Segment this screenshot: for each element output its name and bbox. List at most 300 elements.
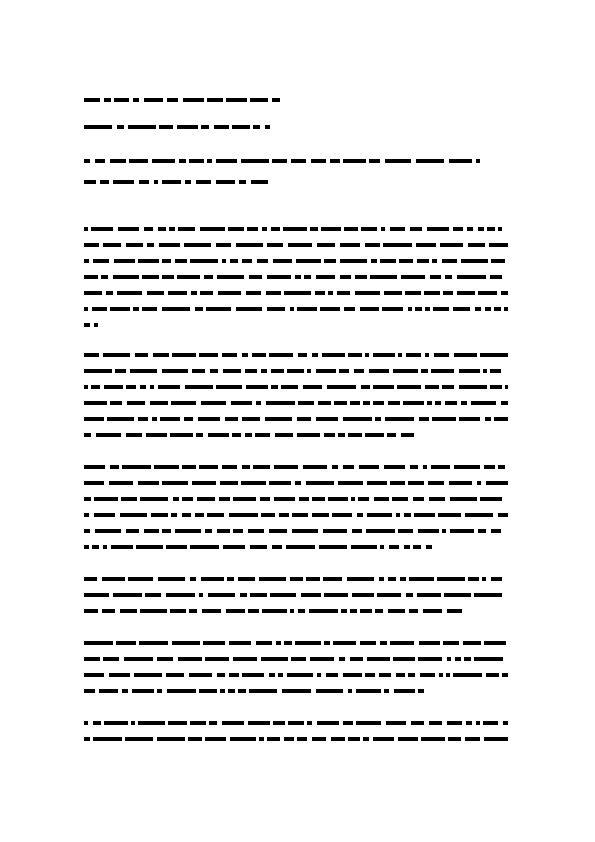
word-mark — [157, 737, 185, 741]
word-mark — [157, 657, 173, 661]
word-mark — [461, 401, 467, 405]
word-mark — [126, 433, 142, 437]
word-mark — [290, 577, 303, 581]
word-mark — [339, 369, 349, 373]
word-mark — [195, 513, 204, 517]
word-mark — [162, 180, 181, 184]
word-mark — [356, 721, 381, 725]
word-mark — [490, 369, 501, 373]
word-mark — [348, 433, 362, 437]
word-mark — [343, 673, 362, 677]
word-mark — [267, 737, 280, 741]
paragraph-5-line — [84, 689, 424, 693]
word-mark — [312, 353, 318, 357]
word-mark — [384, 689, 389, 693]
word-mark — [121, 497, 137, 501]
word-mark — [84, 353, 99, 357]
word-mark — [477, 481, 481, 485]
word-mark — [144, 98, 163, 102]
word-mark — [233, 497, 256, 501]
word-mark — [298, 609, 305, 613]
word-mark — [136, 545, 163, 549]
word-mark — [351, 545, 377, 549]
word-mark — [192, 481, 216, 485]
word-mark — [103, 243, 121, 247]
word-mark — [257, 259, 268, 263]
word-mark — [84, 433, 91, 437]
word-mark — [315, 291, 325, 295]
word-mark — [351, 497, 355, 501]
word-mark — [453, 673, 482, 677]
word-mark — [484, 465, 495, 469]
word-mark — [466, 721, 472, 725]
word-mark — [408, 673, 415, 677]
word-mark — [334, 401, 347, 405]
paragraph-1-line — [84, 307, 508, 311]
word-mark — [410, 465, 418, 469]
word-mark — [218, 291, 241, 295]
word-mark — [84, 545, 89, 549]
word-mark — [267, 307, 285, 311]
word-mark — [332, 465, 338, 469]
word-mark — [369, 369, 389, 373]
word-mark — [425, 353, 429, 357]
word-mark — [426, 545, 432, 549]
word-mark — [369, 159, 380, 163]
word-mark — [222, 465, 237, 469]
word-mark — [266, 291, 281, 295]
word-mark — [281, 385, 298, 389]
word-mark — [420, 673, 435, 677]
paragraph-2-line — [84, 353, 508, 357]
word-mark — [459, 417, 480, 421]
word-mark — [168, 721, 187, 725]
word-mark — [306, 481, 334, 485]
word-mark — [333, 641, 356, 645]
word-mark — [84, 497, 91, 501]
word-mark — [317, 721, 339, 725]
word-mark — [172, 353, 196, 357]
word-mark — [303, 465, 327, 469]
word-mark — [486, 481, 508, 485]
word-mark — [408, 481, 424, 485]
word-mark — [269, 353, 293, 357]
word-mark — [425, 385, 439, 389]
word-mark — [104, 385, 123, 389]
word-mark — [103, 353, 130, 357]
word-mark — [233, 657, 257, 661]
word-mark — [389, 545, 399, 549]
word-mark — [363, 401, 370, 405]
word-mark — [447, 657, 451, 661]
word-mark — [184, 243, 211, 247]
word-mark — [150, 385, 154, 389]
word-mark — [431, 369, 454, 373]
word-mark — [288, 721, 304, 725]
word-mark — [93, 737, 122, 741]
word-mark — [217, 529, 230, 533]
word-mark — [320, 307, 340, 311]
word-mark — [339, 657, 345, 661]
word-mark — [110, 401, 122, 405]
word-mark — [292, 529, 318, 533]
word-mark — [84, 369, 112, 373]
word-mark — [331, 737, 345, 741]
word-mark — [330, 159, 340, 163]
word-mark — [223, 369, 241, 373]
word-mark — [316, 417, 338, 421]
word-mark — [464, 657, 471, 661]
word-mark — [245, 369, 257, 373]
word-mark — [217, 673, 225, 677]
word-mark — [185, 180, 191, 184]
word-mark — [196, 433, 203, 437]
word-mark — [267, 275, 291, 279]
word-mark — [242, 259, 252, 263]
word-mark — [365, 353, 369, 357]
word-mark — [179, 159, 186, 163]
word-mark — [365, 243, 380, 247]
word-mark — [328, 291, 333, 295]
word-mark — [150, 401, 168, 405]
word-mark — [323, 529, 347, 533]
word-mark — [185, 385, 213, 389]
word-mark — [324, 593, 348, 597]
paragraph-3-line — [84, 465, 505, 469]
word-mark — [374, 497, 389, 501]
word-mark — [253, 125, 260, 129]
paragraph-2-line — [84, 417, 508, 421]
word-mark — [321, 227, 341, 231]
word-mark — [222, 721, 244, 725]
word-mark — [190, 721, 206, 725]
word-mark — [207, 98, 223, 102]
word-mark — [309, 609, 338, 613]
word-mark — [229, 513, 258, 517]
word-mark — [443, 641, 459, 645]
word-mark — [417, 593, 441, 597]
word-mark — [322, 353, 345, 357]
word-mark — [398, 353, 402, 357]
paragraph-1-line — [84, 323, 98, 327]
word-mark — [307, 721, 312, 725]
word-mark — [175, 529, 201, 533]
word-mark — [343, 417, 372, 421]
word-mark — [205, 657, 229, 661]
word-mark — [483, 721, 498, 725]
word-mark — [84, 673, 104, 677]
word-mark — [380, 545, 384, 549]
word-mark — [110, 465, 119, 469]
word-mark — [239, 180, 246, 184]
word-mark — [427, 227, 449, 231]
word-mark — [207, 513, 224, 517]
word-mark — [457, 291, 475, 295]
word-mark — [363, 737, 369, 741]
word-mark — [381, 227, 385, 231]
word-mark — [269, 673, 275, 677]
word-mark — [142, 275, 159, 279]
word-mark — [401, 433, 414, 437]
paragraph-5-line — [84, 657, 503, 661]
word-mark — [393, 369, 418, 373]
word-mark — [267, 243, 283, 247]
word-mark — [373, 737, 394, 741]
word-mark — [278, 673, 283, 677]
word-mark — [200, 291, 213, 295]
paragraph-1-line — [84, 227, 502, 231]
word-mark — [167, 689, 196, 693]
word-mark — [379, 673, 391, 677]
word-mark — [84, 275, 98, 279]
word-mark — [393, 657, 415, 661]
word-mark — [220, 689, 225, 693]
word-mark — [310, 227, 318, 231]
paragraph-1-line — [84, 259, 505, 263]
word-mark — [306, 577, 320, 581]
word-mark — [138, 417, 148, 421]
word-mark — [177, 275, 200, 279]
word-mark — [450, 529, 474, 533]
word-mark — [398, 529, 413, 533]
paragraph-5-line — [84, 641, 506, 645]
word-mark — [208, 593, 235, 597]
word-mark — [375, 609, 383, 613]
word-mark — [297, 417, 311, 421]
word-mark — [233, 529, 243, 533]
word-mark — [367, 513, 392, 517]
word-mark — [425, 307, 430, 311]
word-mark — [317, 243, 335, 247]
word-mark — [498, 227, 502, 231]
word-mark — [297, 307, 317, 311]
word-mark — [270, 593, 296, 597]
word-mark — [429, 497, 445, 501]
word-mark — [173, 497, 179, 501]
heading-line-2 — [84, 125, 270, 129]
word-mark — [92, 307, 107, 311]
paragraph-2-line — [84, 433, 414, 437]
word-mark — [340, 259, 367, 263]
word-mark — [286, 545, 315, 549]
word-mark — [478, 529, 486, 533]
word-mark — [373, 401, 384, 405]
word-mark — [312, 513, 329, 517]
word-mark — [261, 657, 288, 661]
word-mark — [408, 307, 412, 311]
word-mark — [84, 577, 97, 581]
word-mark — [102, 577, 125, 581]
word-mark — [206, 307, 231, 311]
word-mark — [291, 657, 306, 661]
paragraph-5-line — [84, 673, 508, 677]
word-mark — [409, 609, 418, 613]
word-mark — [406, 593, 413, 597]
word-mark — [356, 689, 381, 693]
word-mark — [232, 125, 250, 129]
word-mark — [386, 721, 406, 725]
word-mark — [284, 291, 311, 295]
word-mark — [490, 275, 502, 279]
word-mark — [93, 721, 101, 725]
word-mark — [414, 513, 435, 517]
word-mark — [501, 291, 508, 295]
word-mark — [261, 369, 267, 373]
word-mark — [133, 98, 139, 102]
word-mark — [355, 291, 380, 295]
word-mark — [147, 243, 154, 247]
word-mark — [249, 689, 277, 693]
word-mark — [398, 737, 418, 741]
word-mark — [370, 275, 397, 279]
word-mark — [453, 307, 470, 311]
word-mark — [95, 529, 121, 533]
word-mark — [171, 513, 177, 517]
word-mark — [421, 737, 445, 741]
paragraph-2-line — [84, 385, 508, 389]
paragraph-4-line — [84, 609, 462, 613]
word-mark — [175, 259, 187, 263]
word-mark — [361, 227, 377, 231]
word-mark — [91, 227, 113, 231]
word-mark — [146, 433, 167, 437]
word-mark — [138, 721, 165, 725]
word-mark — [359, 465, 379, 469]
word-mark — [265, 125, 270, 129]
word-mark — [230, 259, 238, 263]
word-mark — [178, 227, 195, 231]
word-mark — [388, 577, 396, 581]
word-mark — [465, 737, 480, 741]
word-mark — [463, 641, 481, 645]
word-mark — [502, 673, 508, 677]
word-mark — [338, 433, 345, 437]
word-mark — [394, 689, 415, 693]
word-mark — [94, 497, 118, 501]
word-mark — [347, 577, 374, 581]
word-mark — [382, 307, 403, 311]
word-mark — [380, 259, 396, 263]
word-mark — [498, 513, 508, 517]
word-mark — [269, 529, 287, 533]
word-mark — [290, 307, 294, 311]
word-mark — [94, 323, 98, 327]
word-mark — [459, 385, 487, 389]
word-mark — [454, 353, 477, 357]
word-mark — [240, 593, 247, 597]
word-mark — [84, 593, 109, 597]
word-mark — [139, 641, 168, 645]
word-mark — [415, 307, 422, 311]
word-mark — [272, 98, 280, 102]
word-mark — [271, 369, 284, 373]
word-mark — [183, 98, 204, 102]
word-mark — [232, 433, 241, 437]
word-mark — [417, 259, 429, 263]
word-mark — [404, 513, 411, 517]
word-mark — [485, 307, 491, 311]
word-mark — [445, 275, 452, 279]
word-mark — [354, 369, 364, 373]
word-mark — [202, 609, 221, 613]
word-mark — [273, 721, 285, 725]
word-mark — [343, 465, 354, 469]
word-mark — [416, 243, 436, 247]
word-mark — [317, 673, 321, 677]
word-mark — [113, 275, 139, 279]
word-mark — [197, 497, 215, 501]
word-mark — [432, 417, 456, 421]
word-mark — [158, 385, 180, 389]
word-mark — [397, 385, 421, 389]
paragraph-4-line — [84, 593, 502, 597]
word-mark — [160, 417, 180, 421]
word-mark — [260, 497, 270, 501]
word-mark — [471, 401, 496, 405]
word-mark — [324, 433, 335, 437]
intro-line — [84, 180, 268, 184]
word-mark — [303, 385, 322, 389]
word-mark — [276, 641, 281, 645]
heading-line-1 — [84, 98, 280, 102]
word-mark — [443, 291, 453, 295]
word-mark — [91, 385, 100, 389]
word-mark — [491, 577, 502, 581]
word-mark — [373, 353, 395, 357]
word-mark — [116, 641, 136, 645]
word-mark — [457, 275, 486, 279]
word-mark — [385, 417, 414, 421]
word-mark — [157, 689, 162, 693]
word-mark — [265, 417, 292, 421]
word-mark — [166, 593, 195, 597]
word-mark — [273, 259, 292, 263]
word-mark — [128, 125, 156, 129]
word-mark — [292, 513, 308, 517]
word-mark — [340, 275, 351, 279]
word-mark — [166, 673, 184, 677]
word-mark — [361, 385, 370, 389]
word-mark — [449, 159, 472, 163]
word-mark — [355, 275, 367, 279]
word-mark — [344, 307, 355, 311]
word-mark — [468, 243, 485, 247]
word-mark — [151, 513, 168, 517]
word-mark — [158, 577, 185, 581]
word-mark — [366, 529, 395, 533]
word-mark — [316, 689, 343, 693]
word-mark — [117, 125, 124, 129]
word-mark — [120, 609, 137, 613]
word-mark — [256, 401, 261, 405]
word-mark — [272, 545, 282, 549]
word-mark — [432, 259, 437, 263]
word-mark — [247, 227, 258, 231]
word-mark — [241, 159, 269, 163]
word-mark — [219, 497, 230, 501]
word-mark — [226, 609, 245, 613]
paragraph-6-line — [84, 737, 508, 741]
word-mark — [341, 609, 347, 613]
word-mark — [379, 577, 384, 581]
word-mark — [246, 385, 268, 389]
word-mark — [191, 291, 197, 295]
word-mark — [238, 577, 255, 581]
word-mark — [449, 481, 472, 485]
word-mark — [348, 737, 360, 741]
word-mark — [158, 227, 166, 231]
word-mark — [248, 609, 259, 613]
